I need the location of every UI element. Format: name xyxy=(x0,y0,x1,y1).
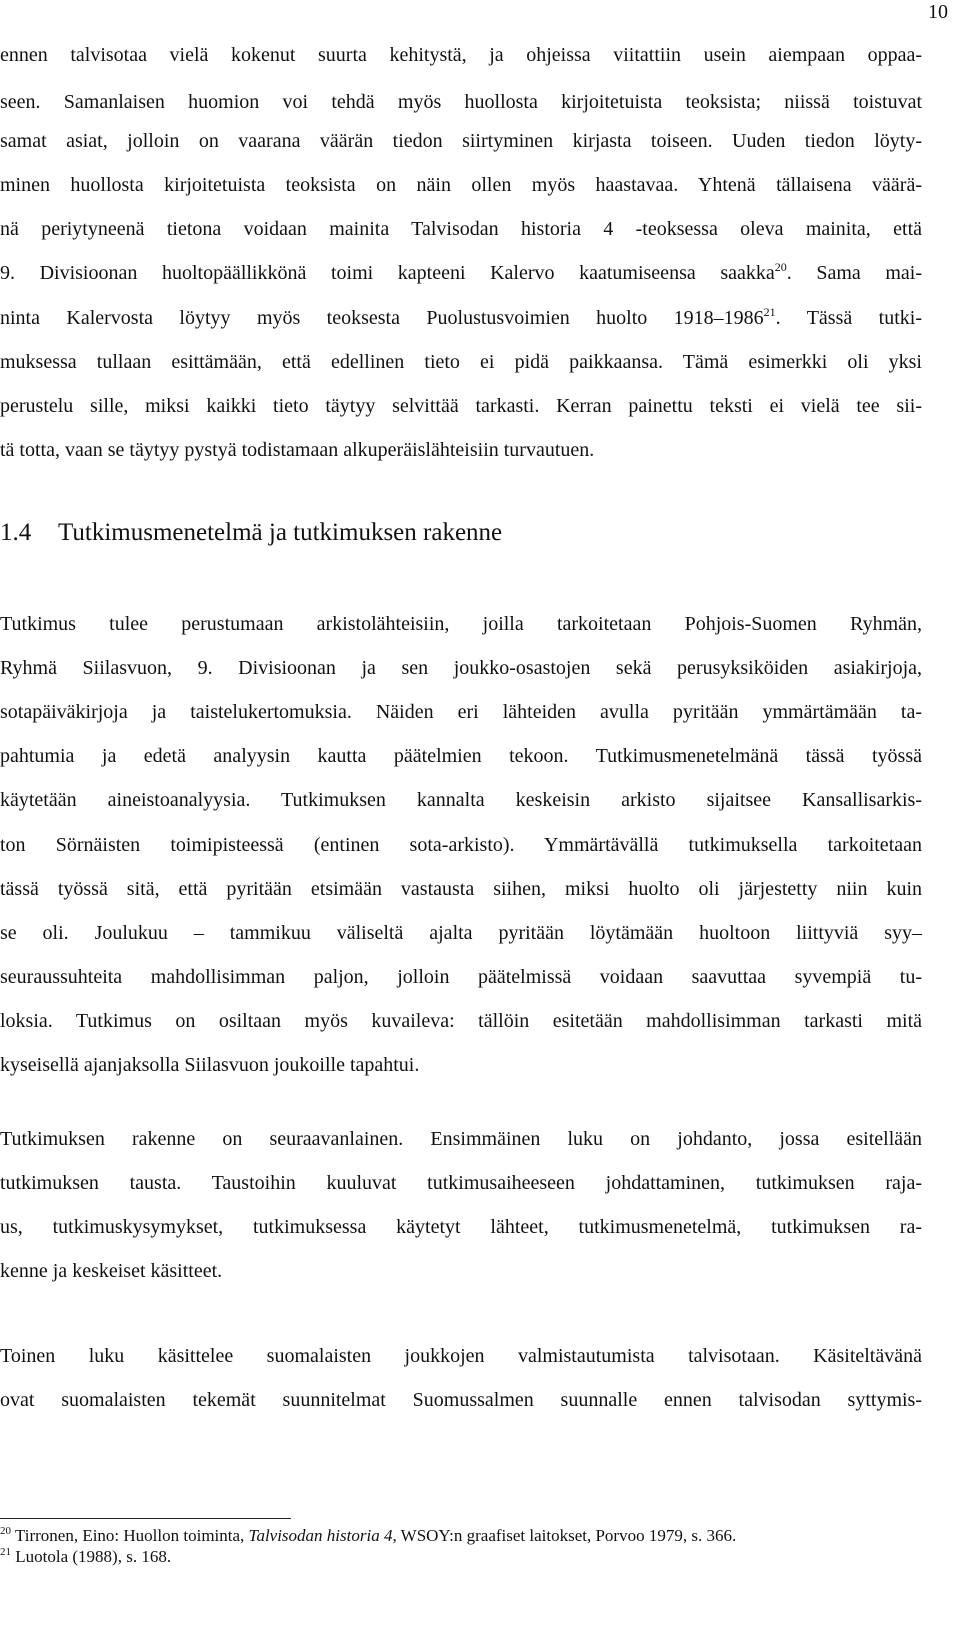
text-segment: ninta Kalervosta löytyy myös teoksesta Puolustusvoimien huolto 1918–1986 xyxy=(0,307,764,329)
text-segment: . Tässä tutki- xyxy=(775,307,922,329)
footnote xyxy=(0,1546,171,1568)
text-line: pahtumia ja edetä analyysin kautta päätelmien tekoon. Tutkimusmenetelmänä tässä työssä xyxy=(0,745,922,767)
text-line: seuraussuhteita mahdollisimman paljon, jolloin päätelmissä voidaan saavuttaa syvempiä tu- xyxy=(0,966,922,988)
text-line: Toinen luku käsittelee suomalaisten joukkojen valmistautumista talvisotaan. Käsiteltävänä xyxy=(0,1345,922,1367)
footnote xyxy=(0,1525,736,1547)
text-line: käytetään aineistoanalyysia. Tutkimuksen kannalta keskeisin arkisto sijaitsee Kansallisarkis- xyxy=(0,789,922,811)
footnote-number: 21 xyxy=(0,1546,11,1558)
text-line: Ryhmä Siilasvuon, 9. Divisioonan ja sen joukko-osastojen sekä perusyksiköiden asiakirjoja, xyxy=(0,657,922,679)
text-line: loksia. Tutkimus on osiltaan myös kuvaileva: tällöin esitetään mahdollisimman tarkasti mitä xyxy=(0,1010,922,1032)
text-line: nä periytyneenä tietona voidaan mainita Talvisodan historia 4 -teoksessa oleva mainita, että xyxy=(0,218,922,240)
text-line: kenne ja keskeiset käsitteet. xyxy=(0,1260,223,1282)
text-line xyxy=(0,261,922,285)
text-line: kyseisellä ajanjaksolla Siilasvuon joukoille tapahtui. xyxy=(0,1054,420,1076)
footnote-text: , WSOY:n graafiset laitokset, Porvoo 1979, s. 366. xyxy=(392,1526,737,1545)
text-line: sotapäiväkirjoja ja taistelukertomuksia. Näiden eri lähteiden avulla pyritään ymmärtämään ta- xyxy=(0,701,922,723)
footnote-title: Talvisodan historia 4 xyxy=(248,1526,393,1545)
text-line: ovat suomalaisten tekemät suunnitelmat Suomussalmen suunnalle ennen talvisodan syttymis- xyxy=(0,1389,922,1411)
text-line: samat asiat, jolloin on vaarana väärän tiedon siirtyminen kirjasta toiseen. Uuden tiedon löyty- xyxy=(0,130,922,152)
section-title: Tutkimusmenetelmä ja tutkimuksen rakenne xyxy=(58,519,503,546)
text-line: Tutkimus tulee perustumaan arkistolähteisiin, joilla tarkoitetaan Pohjois-Suomen Ryhmän, xyxy=(0,613,922,635)
text-line: seen. Samanlaisen huomion voi tehdä myös huollosta kirjoitetuista teoksista; niissä toistuvat xyxy=(0,91,922,113)
text-line: tutkimuksen tausta. Taustoihin kuuluvat tutkimusaiheeseen johdattaminen, tutkimuksen raja- xyxy=(0,1172,922,1194)
text-line: minen huollosta kirjoitetuista teoksista on näin ollen myös haastavaa. Yhtenä tällaisena väärä- xyxy=(0,174,922,196)
footnote-divider xyxy=(0,1518,291,1519)
text-line: muksessa tullaan esittämään, että edellinen tieto ei pidä paikkaansa. Tämä esimerkki oli yksi xyxy=(0,351,922,373)
text-line: us, tutkimuskysymykset, tutkimuksessa käytetyt lähteet, tutkimusmenetelmä, tutkimuksen ra- xyxy=(0,1216,922,1238)
footnote-number: 20 xyxy=(0,1525,11,1537)
section-number: 1.4 xyxy=(0,519,32,546)
text-segment: 9. Divisioonan huoltopäällikkönä toimi kapteeni Kalervo kaatumiseensa saakka xyxy=(0,262,775,284)
text-line: ton Sörnäisten toimipisteessä (entinen sota-arkisto). Ymmärtävällä tutkimuksella tarkoitetaan xyxy=(0,834,922,856)
page-number: 10 xyxy=(928,1,948,23)
section-heading xyxy=(0,517,502,549)
footnote-text: Luotola (1988), s. 168. xyxy=(11,1547,172,1566)
footnote-ref: 21 xyxy=(763,305,776,319)
text-line xyxy=(0,306,922,330)
text-line: Tutkimuksen rakenne on seuraavanlainen. Ensimmäinen luku on johdanto, jossa esitellään xyxy=(0,1128,922,1150)
text-line: se oli. Joulukuu – tammikuu väliseltä ajalta pyritään löytämään huoltoon liittyviä syy– xyxy=(0,922,922,944)
text-segment: . Sama mai- xyxy=(786,262,922,284)
text-line: ennen talvisotaa vielä kokenut suurta kehitystä, ja ohjeissa viitattiin usein aiempaan oppaa- xyxy=(0,44,922,66)
text-line: tässä työssä sitä, että pyritään etsimään vastausta siihen, miksi huolto oli järjestetty niin kuin xyxy=(0,878,922,900)
text-line: perustelu sille, miksi kaikki tieto täytyy selvittää tarkasti. Kerran painettu teksti ei vielä tee sii- xyxy=(0,395,922,417)
footnote-text: Tirronen, Eino: Huollon toiminta, xyxy=(11,1526,249,1545)
text-line: tä totta, vaan se täytyy pystyä todistamaan alkuperäislähteisiin turvautuen. xyxy=(0,439,595,461)
footnote-ref: 20 xyxy=(774,260,787,274)
